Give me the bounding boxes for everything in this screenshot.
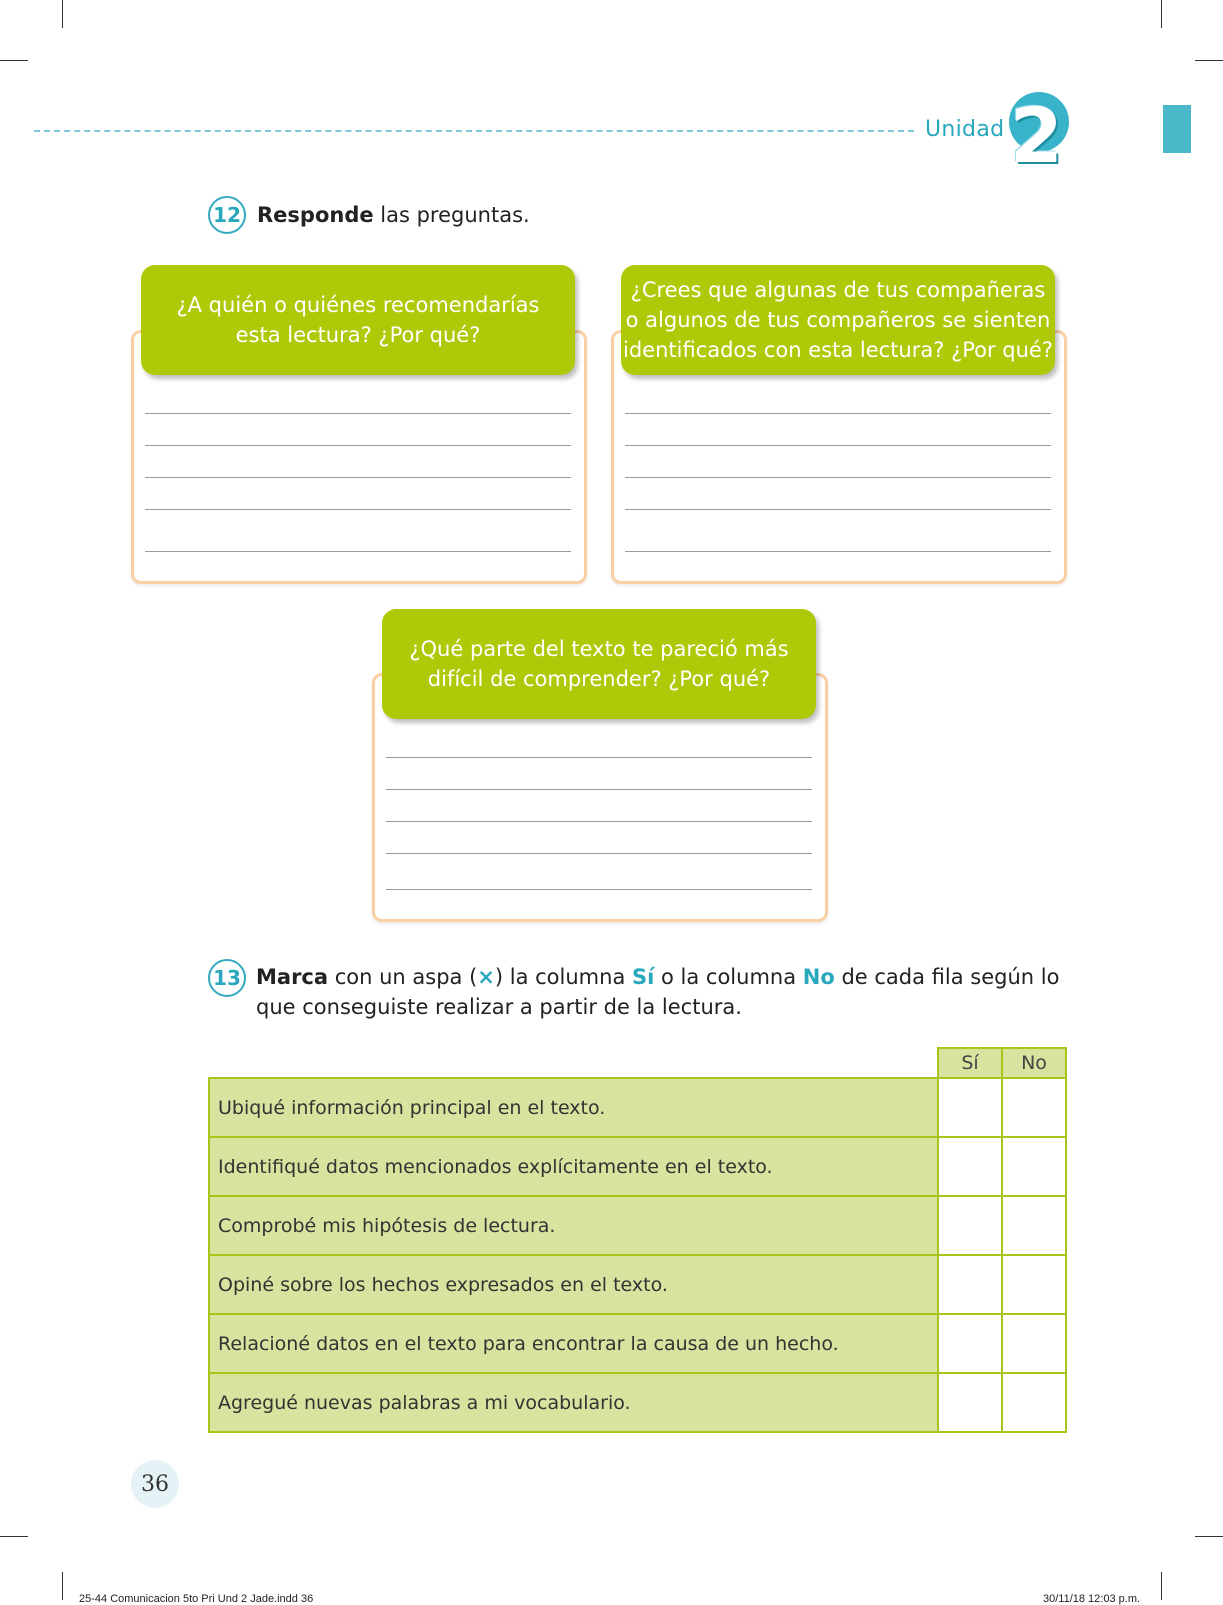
checkbox-si-row-4[interactable] <box>937 1254 1003 1315</box>
instruction-text: o la columna <box>654 965 803 989</box>
table-row-label: Identifiqué datos mencionados explícitamente en el texto. <box>208 1136 939 1197</box>
activity-12-instruction <box>257 200 530 230</box>
question-box-2 <box>621 265 1055 375</box>
x-mark-icon: × <box>477 965 495 989</box>
question-line: ¿Qué parte del texto te pareció más <box>409 637 789 661</box>
header-dashed-rule <box>34 130 914 132</box>
unit-number: 2 <box>1010 91 1063 180</box>
crop-mark <box>62 1572 63 1600</box>
crop-mark <box>1161 0 1162 28</box>
crop-mark <box>0 60 28 61</box>
crop-mark <box>1195 1536 1223 1537</box>
question-line: ¿Crees que algunas de tus compañeras <box>630 278 1046 302</box>
checkbox-no-row-5[interactable] <box>1001 1313 1067 1374</box>
crop-mark <box>1161 1572 1162 1600</box>
si-keyword: Sí <box>632 965 655 989</box>
activity-number-12: 12 <box>208 196 246 234</box>
table-row-label: Opiné sobre los hechos expresados en el texto. <box>208 1254 939 1315</box>
checkbox-no-row-6[interactable] <box>1001 1372 1067 1433</box>
question-line: o algunos de tus compañeros se sienten <box>625 308 1051 332</box>
checkbox-no-row-3[interactable] <box>1001 1195 1067 1256</box>
checkbox-si-row-1[interactable] <box>937 1077 1003 1138</box>
checkbox-no-row-1[interactable] <box>1001 1077 1067 1138</box>
writing-line[interactable] <box>625 413 1051 414</box>
page-number: 36 <box>141 1472 169 1497</box>
table-row-label: Agregué nuevas palabras a mi vocabulario. <box>208 1372 939 1433</box>
checkbox-si-row-3[interactable] <box>937 1195 1003 1256</box>
instruction-text: de cada fila según lo <box>834 965 1060 989</box>
print-slug-date: 30/11/18 12:03 p.m. <box>1043 1593 1141 1605</box>
question-line: identificados con esta lectura? ¿Por qué? <box>622 338 1053 362</box>
instruction-text: con un aspa ( <box>328 965 478 989</box>
writing-line[interactable] <box>386 853 812 854</box>
instruction-text: las preguntas. <box>373 203 530 227</box>
writing-line[interactable] <box>145 509 571 510</box>
question-box-1 <box>141 265 575 375</box>
instruction-text: ) la columna <box>494 965 632 989</box>
writing-line[interactable] <box>625 477 1051 478</box>
checkbox-no-row-2[interactable] <box>1001 1136 1067 1197</box>
writing-line[interactable] <box>145 477 571 478</box>
instruction-verb: Marca <box>256 965 329 989</box>
question-box-3 <box>382 609 816 719</box>
crop-mark <box>62 0 63 28</box>
crop-mark <box>1195 60 1223 61</box>
print-slug-file: 25-44 Comunicacion 5to Pri Und 2 Jade.indd 36 <box>79 1593 314 1605</box>
writing-line[interactable] <box>625 509 1051 510</box>
crop-mark <box>0 1536 28 1537</box>
activity-13-instruction <box>256 962 1066 1022</box>
table-row-label: Comprobé mis hipótesis de lectura. <box>208 1195 939 1256</box>
checkbox-si-row-2[interactable] <box>937 1136 1003 1197</box>
table-row-label: Relacioné datos en el texto para encontrar la causa de un hecho. <box>208 1313 939 1374</box>
writing-line[interactable] <box>145 445 571 446</box>
question-line: esta lectura? ¿Por qué? <box>235 323 481 347</box>
writing-line[interactable] <box>625 551 1051 552</box>
unit-label: Unidad <box>925 117 1005 142</box>
checkbox-si-row-6[interactable] <box>937 1372 1003 1433</box>
instruction-text: que conseguiste realizar a partir de la lectura. <box>256 995 742 1019</box>
question-line: difícil de comprender? ¿Por qué? <box>427 667 771 691</box>
checkbox-no-row-4[interactable] <box>1001 1254 1067 1315</box>
side-tab-marker <box>1163 105 1191 153</box>
writing-line[interactable] <box>386 821 812 822</box>
instruction-verb: Responde <box>257 203 374 227</box>
writing-line[interactable] <box>625 445 1051 446</box>
column-header-si: Sí <box>937 1047 1003 1079</box>
no-keyword: No <box>802 965 835 989</box>
writing-line[interactable] <box>145 413 571 414</box>
writing-line[interactable] <box>386 889 812 890</box>
writing-line[interactable] <box>386 757 812 758</box>
writing-line[interactable] <box>386 789 812 790</box>
question-line: ¿A quién o quiénes recomendarías <box>176 293 540 317</box>
activity-number-13: 13 <box>208 959 246 997</box>
checkbox-si-row-5[interactable] <box>937 1313 1003 1374</box>
column-header-no: No <box>1001 1047 1067 1079</box>
writing-line[interactable] <box>145 551 571 552</box>
table-row-label: Ubiqué información principal en el texto. <box>208 1077 939 1138</box>
